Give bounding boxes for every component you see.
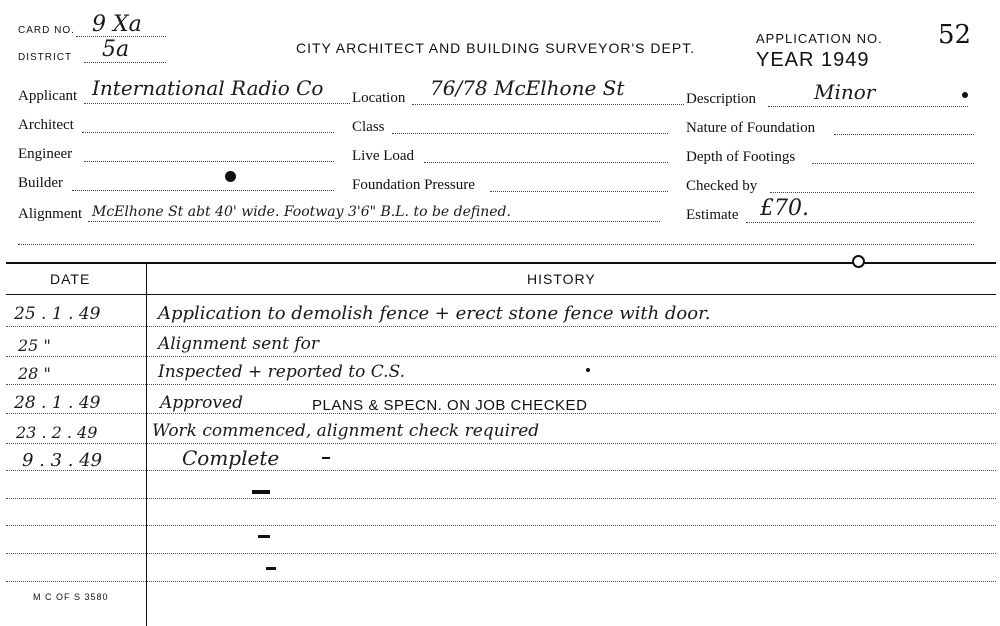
entry-text: Complete <box>182 446 280 470</box>
checked-stamp: PLANS & SPECN. ON JOB CHECKED <box>312 397 588 414</box>
foundation-pressure-label: Foundation Pressure <box>352 177 475 193</box>
live-load-label: Live Load <box>352 148 415 164</box>
entry-date: 25 " <box>18 336 51 355</box>
checked-by-label: Checked by <box>686 178 758 194</box>
entry-date: 23 . 2 . 49 <box>16 423 98 442</box>
entry-text: Inspected + reported to C.S. <box>158 362 406 382</box>
header-rule <box>6 294 996 295</box>
year-label: YEAR 1949 <box>756 49 870 71</box>
date-column-header: DATE <box>50 271 91 287</box>
district-value: 5a <box>102 37 130 62</box>
ink-dash <box>252 490 270 494</box>
table-top-rule <box>6 262 996 264</box>
nature-of-foundation-label: Nature of Foundation <box>686 120 816 136</box>
entry-text: Approved <box>160 393 243 413</box>
estimate-value: £70. <box>760 196 809 221</box>
date-column-divider <box>146 262 147 626</box>
ink-dot <box>962 92 968 98</box>
form-code: M C OF S 3580 <box>33 592 109 602</box>
entry-date: 25 . 1 . 49 <box>14 304 101 324</box>
card-no-value: 9 Xa <box>92 12 142 37</box>
entry-text: Work commenced, alignment check required <box>152 421 540 441</box>
architect-label: Architect <box>18 117 74 133</box>
applicant-value: International Radio Co <box>92 76 324 100</box>
applicant-label: Applicant <box>18 88 78 104</box>
entry-date: 28 . 1 . 49 <box>14 393 101 413</box>
ink-dash <box>322 457 330 459</box>
ink-dash <box>266 567 276 570</box>
history-column-header: HISTORY <box>527 271 596 287</box>
district-label: DISTRICT <box>18 52 73 63</box>
application-number: 52 <box>938 20 972 50</box>
card-no-label: CARD NO. <box>18 25 75 36</box>
ink-blot <box>225 171 236 182</box>
builder-label: Builder <box>18 175 63 191</box>
ink-dash <box>258 535 270 538</box>
description-value: Minor <box>814 80 876 104</box>
class-label: Class <box>352 119 385 135</box>
alignment-label: Alignment <box>18 206 83 222</box>
entry-text: Application to demolish fence + erect stone fence with door. <box>158 303 711 324</box>
location-value: 76/78 McElhone St <box>430 76 625 100</box>
description-label: Description <box>686 91 756 107</box>
engineer-label: Engineer <box>18 146 73 162</box>
department-title: CITY ARCHITECT AND BUILDING SURVEYOR'S DEPT. <box>296 40 696 56</box>
alignment-value: McElhone St abt 40' wide. Footway 3'6" B.L. to be defined. <box>92 204 511 220</box>
ink-dot <box>586 368 590 372</box>
application-no-label: APPLICATION NO. <box>756 31 883 46</box>
ring-mark <box>852 255 865 268</box>
entry-date: 28 " <box>18 364 51 383</box>
estimate-label: Estimate <box>686 207 739 223</box>
depth-of-footings-label: Depth of Footings <box>686 149 796 165</box>
location-label: Location <box>352 90 406 106</box>
entry-text: Alignment sent for <box>158 334 319 354</box>
entry-date: 9 . 3 . 49 <box>22 450 103 471</box>
